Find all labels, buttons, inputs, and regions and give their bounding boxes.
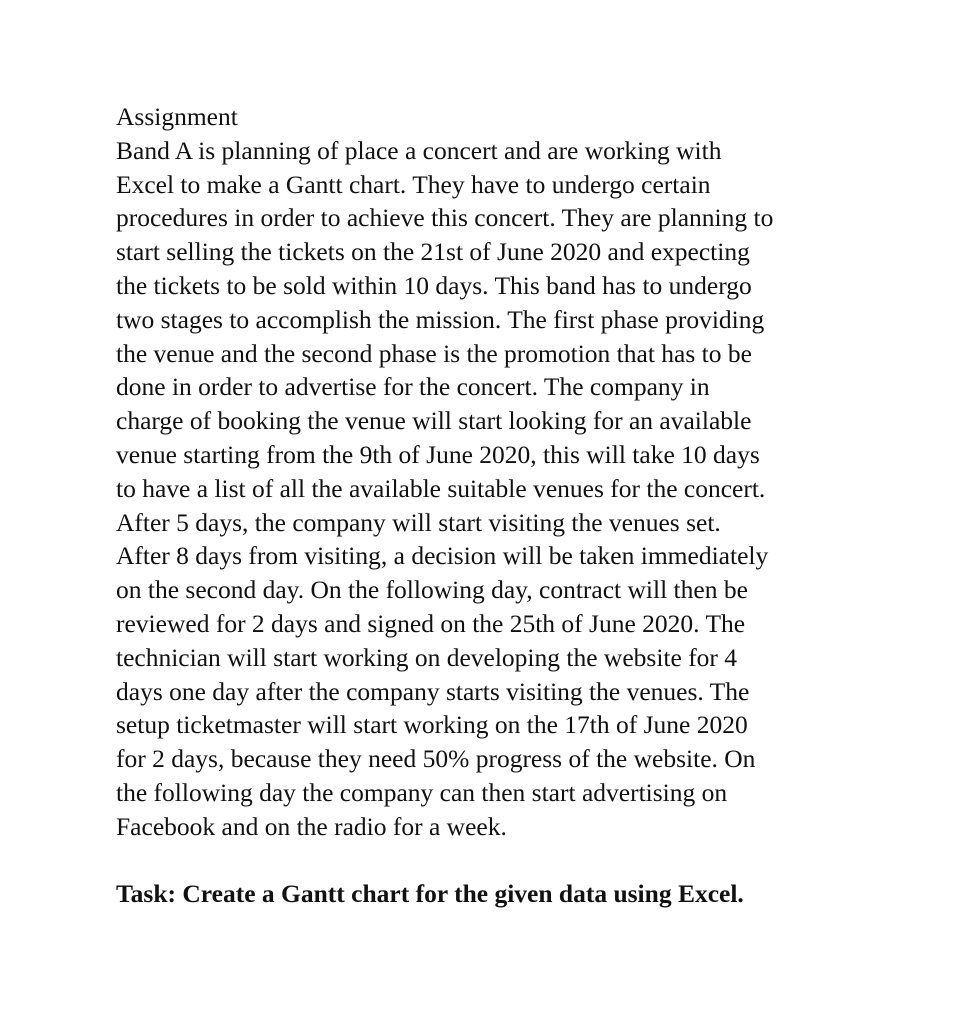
body-line: procedures in order to achieve this concert. They are planning to bbox=[116, 203, 774, 233]
body-line: the following day the company can then start advertising on bbox=[116, 777, 728, 807]
body-line: start selling the tickets on the 21st of June 2020 and expecting bbox=[116, 237, 750, 267]
body-line: to have a list of all the available suitable venues for the concert. bbox=[116, 473, 766, 503]
body-line: venue starting from the 9th of June 2020, this will take 10 days bbox=[116, 439, 760, 469]
body-line: days one day after the company starts visiting the venues. The bbox=[116, 676, 750, 706]
body-line: on the second day. On the following day, contract will then be bbox=[116, 575, 748, 605]
assignment-heading: Assignment bbox=[116, 102, 238, 131]
assignment-body bbox=[116, 134, 866, 844]
body-line: technician will start working on developing the website for 4 bbox=[116, 642, 738, 672]
body-line: Band A is planning of place a concert and are working with bbox=[116, 135, 722, 165]
body-line: the tickets to be sold within 10 days. This band has to undergo bbox=[116, 270, 752, 300]
body-line: Excel to make a Gantt chart. They have to undergo certain bbox=[116, 169, 711, 199]
body-line: Facebook and on the radio for a week. bbox=[116, 811, 507, 841]
body-line: setup ticketmaster will start working on the 17th of June 2020 bbox=[116, 710, 748, 740]
body-line: After 8 days from visiting, a decision will be taken immediately bbox=[116, 541, 769, 571]
assignment-document bbox=[116, 100, 866, 910]
task-statement: Task: Create a Gantt chart for the given data using Excel. bbox=[116, 878, 744, 908]
body-line: for 2 days, because they need 50% progress of the website. On bbox=[116, 744, 756, 774]
body-line: two stages to accomplish the mission. The first phase providing bbox=[116, 304, 765, 334]
body-line: charge of booking the venue will start looking for an available bbox=[116, 406, 752, 436]
body-line: After 5 days, the company will start visiting the venues set. bbox=[116, 507, 721, 537]
body-line: reviewed for 2 days and signed on the 25th of June 2020. The bbox=[116, 608, 746, 638]
body-line: done in order to advertise for the concert. The company in bbox=[116, 372, 710, 402]
body-line: the venue and the second phase is the promotion that has to be bbox=[116, 338, 752, 368]
